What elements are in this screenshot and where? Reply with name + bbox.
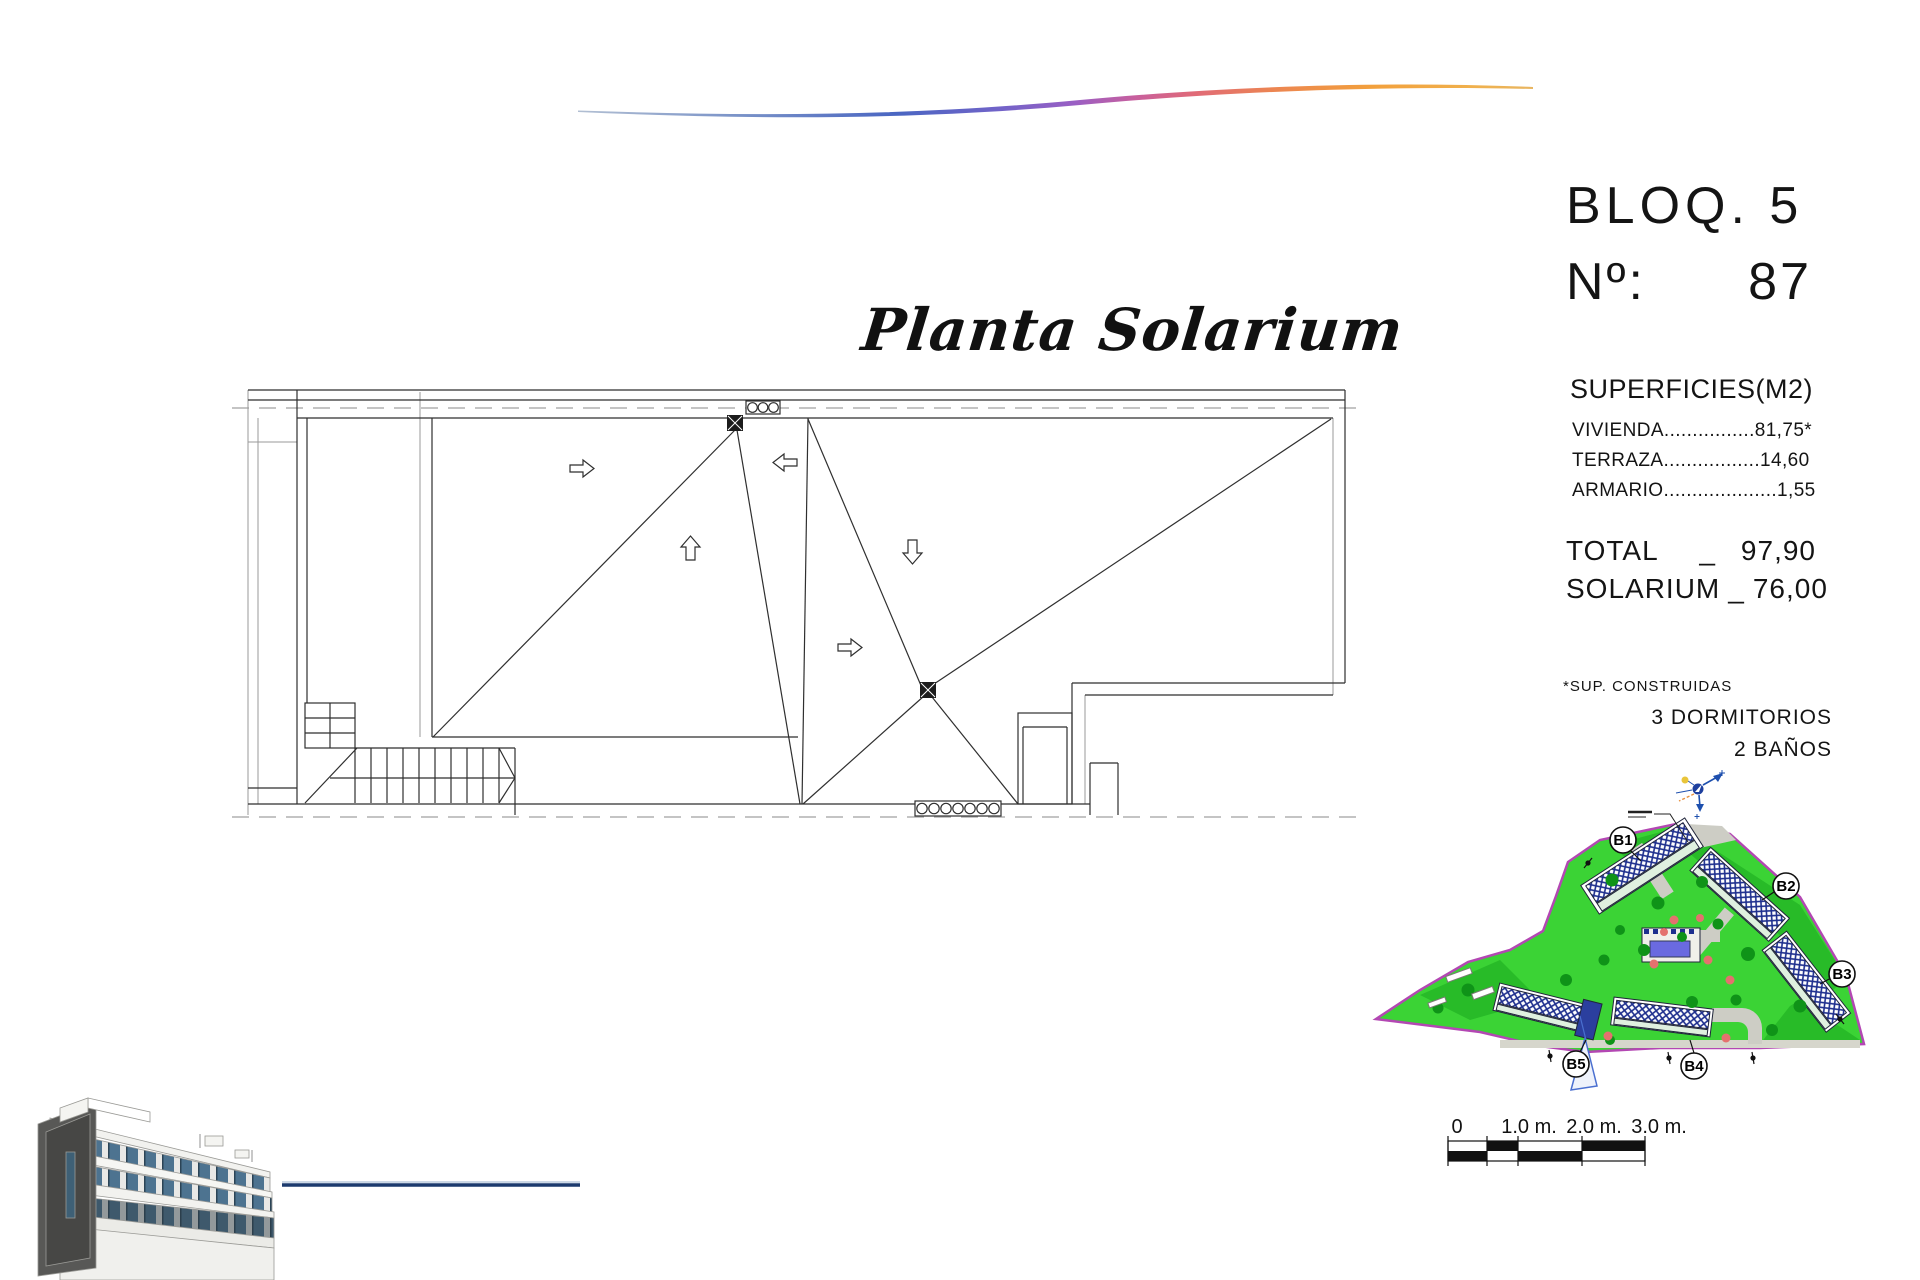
surface-row: ARMARIO....................1,55 [1572,480,1816,501]
decorative-swoosh [560,55,1550,130]
note-built-surfaces: *SUP. CONSTRUIDAS [1563,678,1733,695]
block-label-circle: B3 [1832,966,1852,983]
solarium-label: SOLARIUM [1566,573,1721,604]
blue-divider-line [282,1182,580,1185]
block-label-circle: B1 [1613,832,1633,849]
dashed-reference-lines [232,408,1362,817]
site-plan-map [1360,770,1880,1100]
plan-gray-lines [248,390,1333,815]
surface-row: TERRAZA.................14,60 [1572,450,1810,471]
block-label-circle: B4 [1684,1058,1704,1075]
scale-label: 2.0 m. [1566,1116,1622,1138]
rooms-notes [1582,702,1832,766]
block-label-circle: B5 [1566,1056,1586,1073]
unit-number-label: Nº: [1566,253,1646,311]
surface-row: VIVIENDA................81,75* [1572,420,1813,441]
plan-walls [248,390,1345,815]
building-3d-render [15,1080,635,1280]
scale-label: 0 [1451,1116,1463,1138]
totals [1566,532,1828,608]
solarium-value: 76,00 [1752,573,1828,604]
block-heading: BLOQ. 5 [1566,177,1804,235]
unit-number-value: 87 [1748,253,1812,311]
swoosh-ribbon [578,85,1533,118]
bedrooms-note: 3 DORMITORIOS [1651,706,1832,729]
compass-icon [1676,770,1725,819]
total-separator: _ [1699,535,1716,566]
unit-number [1566,252,1826,312]
surfaces-table [1572,416,1816,506]
floor-plan-drawing [225,370,1375,830]
vent-strip-icon [915,801,1001,816]
surfaces-heading: SUPERFICIES(M2) [1570,374,1814,404]
total-label: TOTAL [1566,535,1659,566]
scale-label: 1.0 m. [1501,1116,1557,1138]
pool-area [1642,928,1700,962]
scale-label: 3.0 m. [1631,1116,1687,1138]
solarium-row [1566,570,1828,608]
ac-unit-icon [746,401,780,414]
total-row [1566,532,1816,570]
bathrooms-note: 2 BAÑOS [1733,738,1832,761]
plan-title: Planta Solarium [858,296,1407,364]
scale-bar-bar [1448,1136,1645,1166]
block-label-circle: B2 [1776,878,1796,895]
total-value: 97,90 [1740,535,1816,566]
solarium-separator: _ [1728,573,1745,604]
scale-bar [1430,1105,1770,1175]
